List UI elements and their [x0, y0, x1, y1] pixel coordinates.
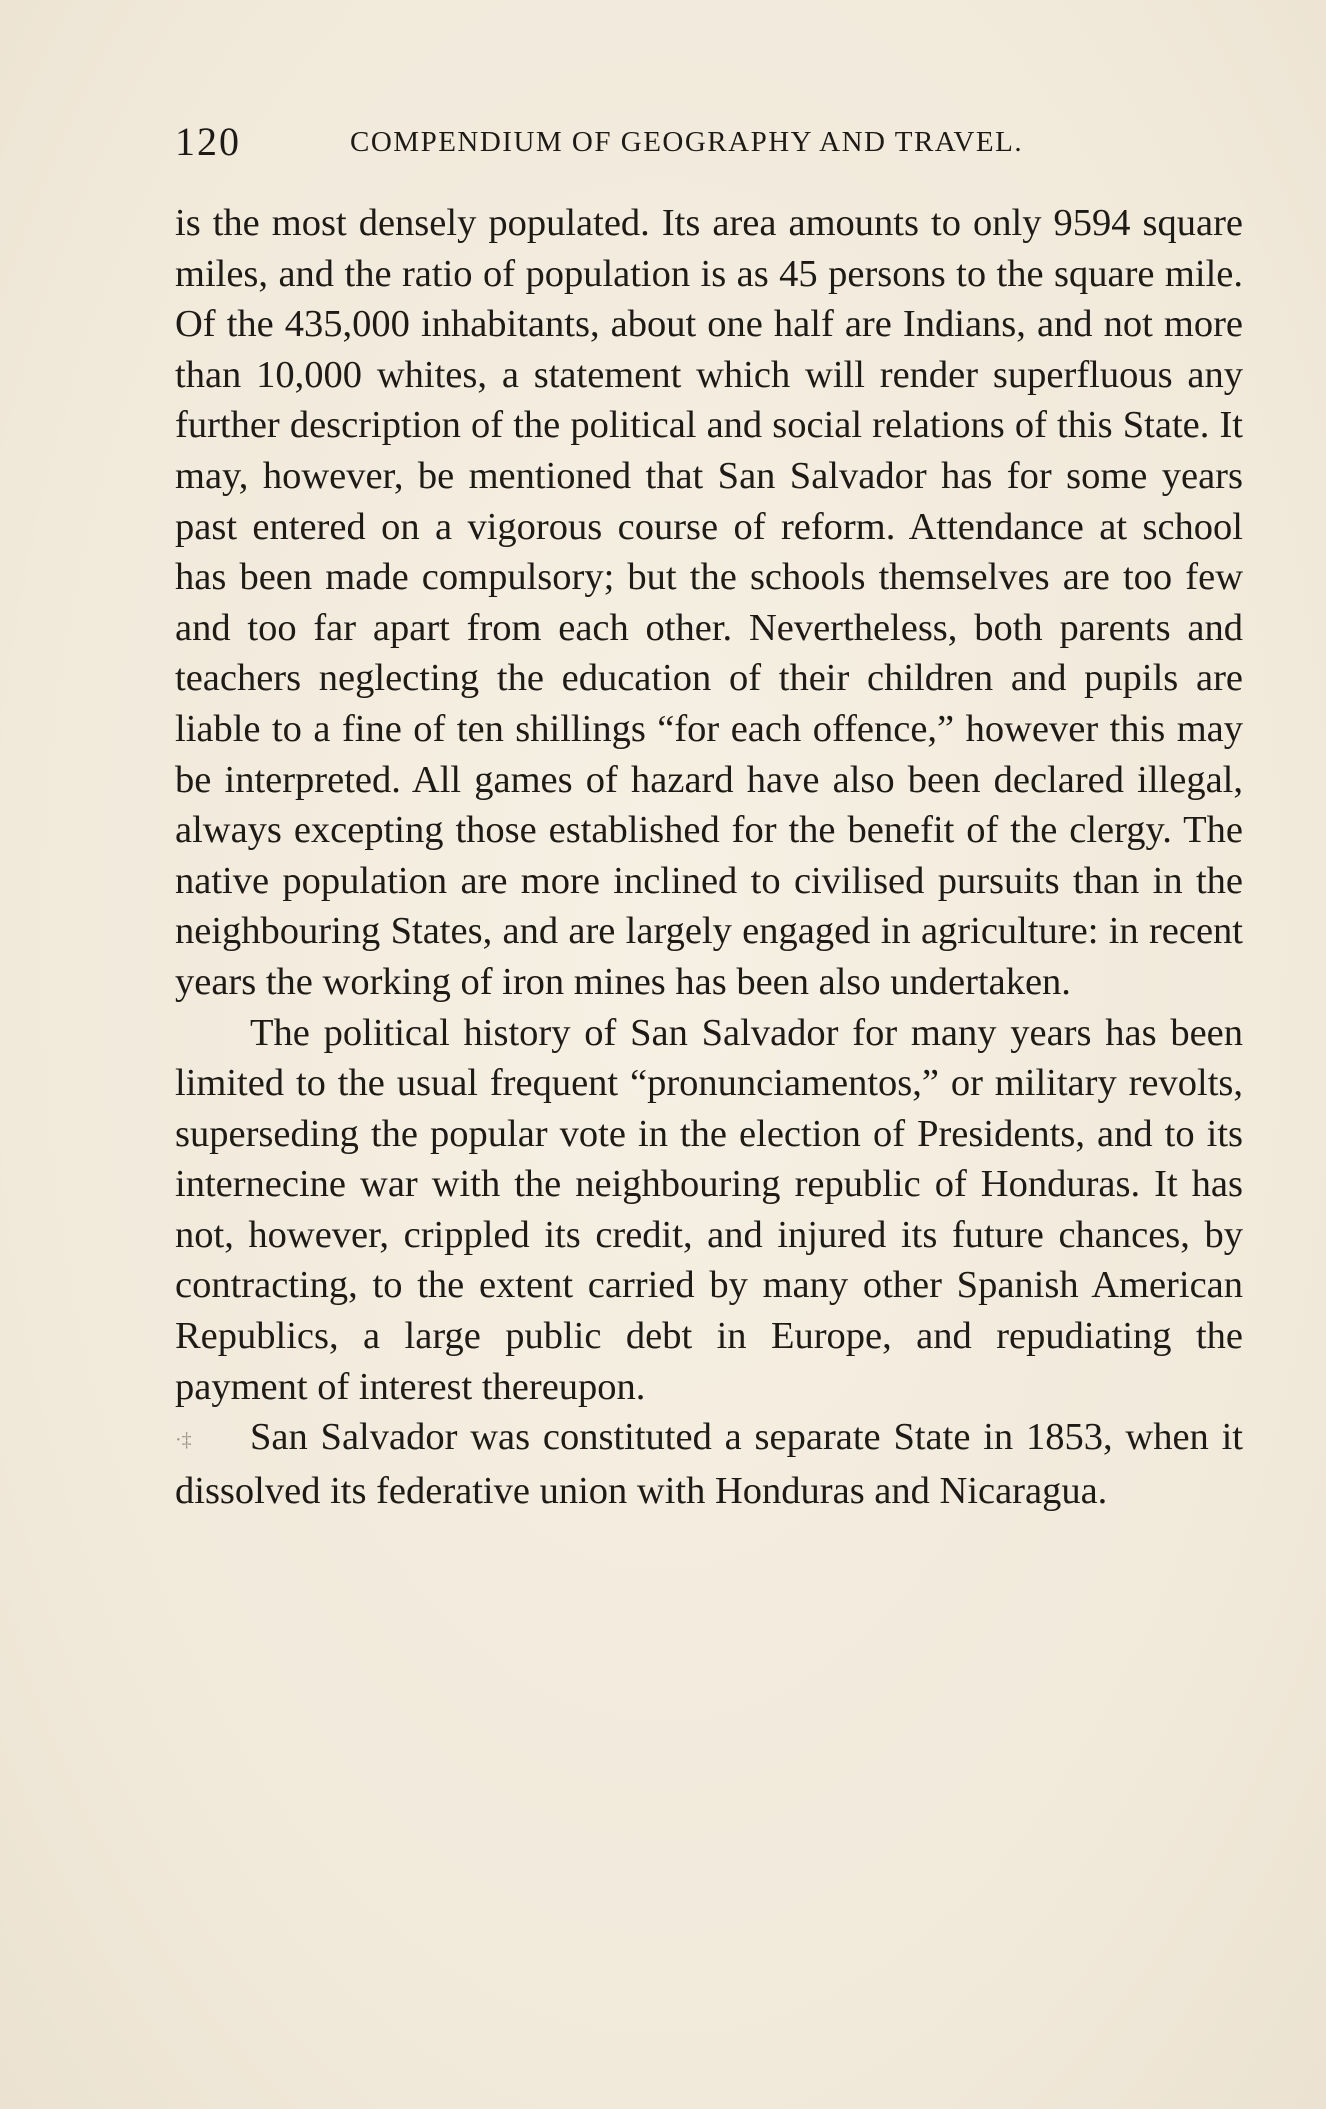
paragraph-continued: is the most densely populated. Its area amounts to only 9594 square miles, and the ratio of population is as 45 persons to the square mile. Of the 435,000 inhabitants, about one half are Indians, and not more than 10,000 whites, a statement which will render superfluous any further description of the political and social relations of this State. It may, however, be mentioned that San Salvador has for some years past entered on a vigorous course of reform. Attendance at school has been made compulsory; but the schools themselves are too few and too far apart from each other. Nevertheless, both parents and teachers neglecting the education of their children and pupils are liable to a fine of ten shillings “for each offence,” however this may be interpreted. All games of hazard have also been declared illegal, always excepting those established for the benefit of the clergy. The native population are more inclined to civilised pursuits than in the neighbouring States, and are largely engaged in agriculture: in recent years the working of iron mines has been also undertaken. [175, 202, 1243, 1003]
body-text [175, 198, 1243, 1516]
margin-mark: ·‡ [175, 1429, 192, 1452]
page-number: 120 [175, 119, 241, 164]
running-title: COMPENDIUM OF GEOGRAPHY AND TRAVEL. [350, 126, 1024, 158]
paragraph-political-history: The political history of San Salvador for many years has been limited to the usual frequent “pronunciamentos,” or military revolts, superseding the popular vote in the election of Presidents, and to its internecine war with the neighbouring republic of Honduras. It has not, however, crippled its credit, and injured its future chances, by contracting, to the extent carried by many other Spanish American Republics, a large public debt in Europe, and repudiating the payment of interest thereupon. [175, 1011, 1243, 1408]
running-head [175, 118, 1250, 168]
paragraph-constitution [175, 1412, 1243, 1516]
paragraph-constitution-text: San Salvador was constituted a separate State in 1853, when it dissolved its federative union with Honduras and Nicaragua. [175, 1416, 1243, 1512]
